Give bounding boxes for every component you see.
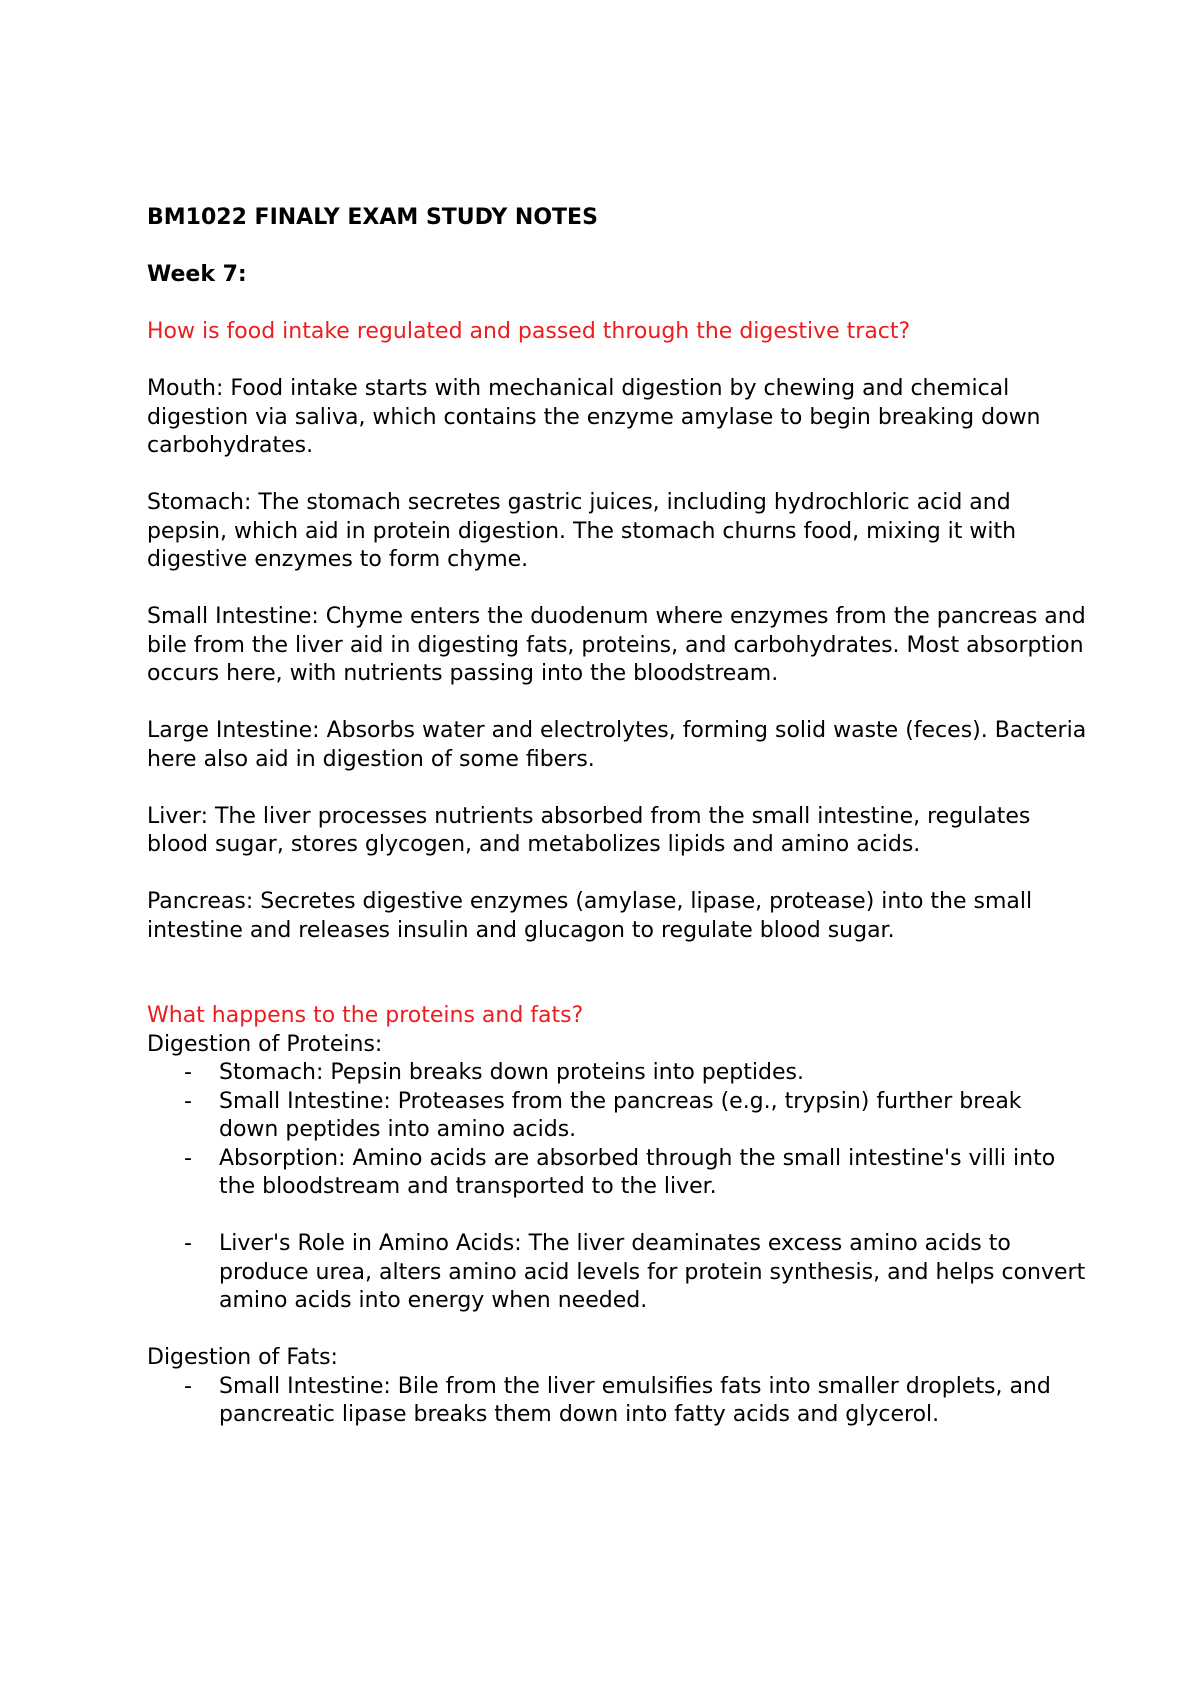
document-page (147, 204, 1087, 1430)
blank-line (147, 1316, 1087, 1345)
fats-list (147, 1373, 1087, 1430)
blank-line (147, 1202, 1087, 1231)
list-item-text: Stomach: Pepsin breaks down proteins into peptides. (219, 1060, 804, 1085)
question-heading-proteins-fats: What happens to the proteins and fats? (147, 1003, 584, 1028)
week-heading: Week 7: (147, 262, 247, 287)
paragraph-stomach: Stomach: The stomach secretes gastric juices, including hydrochloric acid and pepsin, which aid in protein digestion. The stomach churns food, mixing it with digestive enzymes to form chyme. (147, 490, 1017, 572)
list-item-text: Absorption: Amino acids are absorbed through the small intestine's villi into the bloodstream and transported to the liver. (219, 1145, 1056, 1199)
document-title: BM1022 FINALY EXAM STUDY NOTES (147, 205, 598, 230)
dash-bullet-icon: - (184, 1231, 192, 1256)
fats-heading: Digestion of Fats: (147, 1345, 338, 1370)
paragraph-liver: Liver: The liver processes nutrients absorbed from the small intestine, regulates blood sugar, stores glycogen, and metabolizes lipids and amino acids. (147, 803, 1031, 857)
dash-bullet-icon: - (184, 1373, 192, 1399)
paragraph-mouth: Mouth: Food intake starts with mechanical digestion by chewing and chemical digestion via saliva, which contains the enzyme amylase to begin breaking down carbohydrates. (147, 376, 1041, 458)
list-item (147, 1230, 1087, 1316)
list-item-text: Small Intestine: Proteases from the pancreas (e.g., trypsin) further break down peptides into amino acids. (219, 1088, 1022, 1142)
paragraph-small-intestine: Small Intestine: Chyme enters the duodenum where enzymes from the pancreas and bile from the liver aid in digesting fats, proteins, and carbohydrates. Most absorption occurs here, with nutrients passing into the bloodstream. (147, 604, 1086, 686)
dash-bullet-icon: - (184, 1145, 192, 1171)
proteins-list (147, 1059, 1087, 1316)
list-item (147, 1088, 1087, 1145)
list-item (147, 1059, 1087, 1088)
paragraph-large-intestine: Large Intestine: Absorbs water and electrolytes, forming solid waste (feces). Bacteria here also aid in digestion of some fibers. (147, 718, 1087, 772)
list-item (147, 1145, 1087, 1202)
blank-line (147, 974, 1087, 1003)
list-item-text: Small Intestine: Bile from the liver emulsifies fats into smaller droplets, and pancreatic lipase breaks them down into fatty acids and glycerol. (219, 1373, 1051, 1427)
question-heading-digestive-tract: How is food intake regulated and passed through the digestive tract? (147, 319, 911, 344)
dash-bullet-icon: - (184, 1060, 192, 1085)
paragraph-pancreas: Pancreas: Secretes digestive enzymes (amylase, lipase, protease) into the small intestine and releases insulin and glucagon to regulate blood sugar. (147, 889, 1033, 943)
proteins-heading: Digestion of Proteins: (147, 1031, 383, 1057)
list-item-text: Liver's Role in Amino Acids: The liver deaminates excess amino acids to produce urea, alters amino acid levels for protein synthesis, and helps convert amino acids into energy when needed. (219, 1231, 1086, 1313)
dash-bullet-icon: - (184, 1088, 192, 1114)
list-item (147, 1373, 1087, 1430)
